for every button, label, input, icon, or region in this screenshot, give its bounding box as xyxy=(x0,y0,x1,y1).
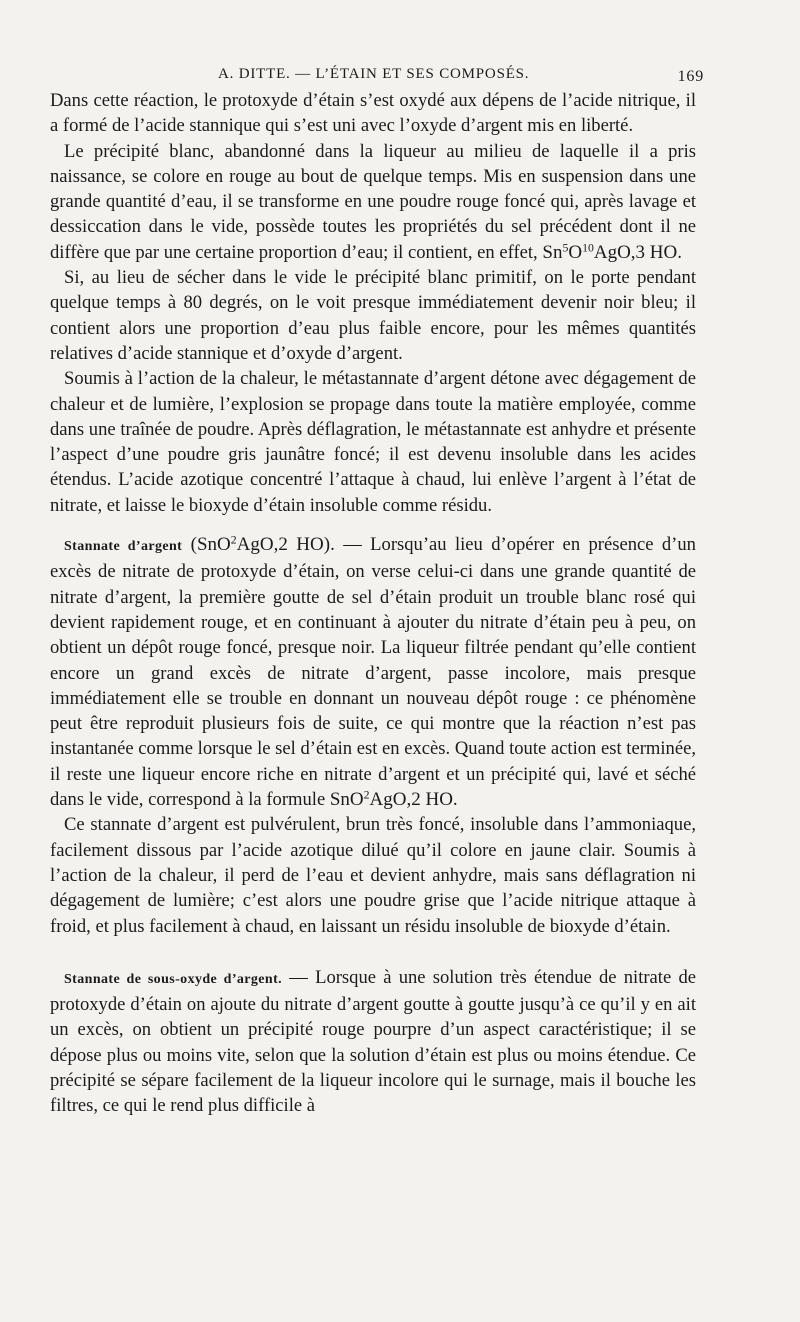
formula-sn5o10: $Sn^5O^{10}AgO,3$ HO. xyxy=(542,241,682,263)
paragraph-80-degres: Si, au lieu de sécher dans le vide le précipité blanc primitif, on le porte pendant quelque temps à 80 degrés, on le voit presque immédiatement devenir noir bleu; il contient alors une proportion d’eau plus faible encore, pour les mêmes quantités relatives d’acide stannique et d’oxyde d’argent. xyxy=(50,267,696,364)
paragraph-stannate-proprietes: Ce stannate d’argent est pulvérulent, brun très foncé, insoluble dans l’ammoniaque, facilement dissous par l’acide azotique dilué qu’il colore en jaune clair. Soumis à l’action de la chaleur, il perd de l’eau et devient anhydre, mais sans déflagration ni dégagement de lumière; c’est alors une poudre grise que l’acide nitrique attaque à froid, et plus facilement à chaud, en laissant un résidu insoluble de bioxyde d’étain. xyxy=(50,814,696,937)
formula-sno2-ago-2ho: SnO$^2$AgO,2 HO. xyxy=(329,788,458,811)
paragraph-text: — Lorsque à une solution très étendue de nitrate de protoxyde d’étain on ajoute du nitrate d’argent goutte à goutte jusqu’à ce qu’il y en ait un excès, on obtient un précipité rouge pourpre d’un aspect caractéristique; il se dépose plus ou moins vite, selon que la solution d’étain est plus ou moins étendue. Ce précipité se sépare facilement de la liqueur incolore qui le surnage, mais il bouche les filtres, ce qui le rend plus difficile à xyxy=(50,966,696,1117)
running-header xyxy=(50,62,704,86)
paragraph-text: Le précipité blanc, abandonné dans la liqueur au milieu de laquelle il a pris naissance, se colore en rouge au bout de quelque temps. Mis en suspension dans une grande quantité d’eau, il se transforme en une poudre rouge foncé qui, après lavage et dessiccation dans le vide, possède toutes les propriétés du sel précédent dont il ne diffère que par une certaine proportion d’eau; il contient, en effet, xyxy=(50,140,696,263)
page-number: 169 xyxy=(677,68,704,85)
paragraph-chaleur: Soumis à l’action de la chaleur, le métastannate d’argent détone avec dégagement de chaleur et de lumière, l’explosion se propage dans toute la matière employée, comme dans une traînée de poudre. Après déflagration, le métastannate est anhydre et présente l’aspect d’une poudre gris jaunâtre foncé; il est devenu insoluble dans les acides étendus. L’acide azotique concentré l’attaque à chaud, lui enlève l’argent à l’état de nitrate, et laisse le bioxyde d’étain insoluble comme résidu. xyxy=(50,368,696,516)
running-title: A. DITTE. — L’ÉTAIN ET SES COMPOSÉS. xyxy=(218,66,530,82)
section-heading: Stannate de sous-oxyde d’argent. xyxy=(64,971,283,987)
paragraph-stannate-intro xyxy=(50,532,696,812)
section-stannate-argent xyxy=(50,532,696,939)
paragraph-sous-oxyde xyxy=(50,965,696,1119)
section-heading: Stannate d’argent xyxy=(64,539,183,555)
paragraph-reaction: Dans cette réaction, le protoxyde d’étain s’est oxydé aux dépens de l’acide nitrique, il a formé de l’acide stannique qui s’est uni avec l’oxyde d’argent mis en liberté. xyxy=(50,90,696,137)
section-stannate-sous-oxyde xyxy=(50,965,696,1119)
formula-sno2-ago: (SnO$^2$AgO,2 HO). xyxy=(190,533,335,556)
body-text xyxy=(50,88,696,1119)
paragraph-precipite-blanc xyxy=(50,139,696,265)
paragraph-text: — Lorsqu’au lieu d’opérer en présence d’un excès de nitrate de protoxyde d’étain, on verse celui-ci dans une grande quantité de nitrate d’argent, la première goutte de sel d’étain produit un trouble blanc rosé qui devient rapidement rouge, et en continuant à ajouter du nitrate d’étain peu à peu, on obtient un dépôt rouge foncé, presque noir. La liqueur filtrée pendant qu’elle contient encore un grand excès de nitrate d’argent, passe incolore, mais presque immédiatement elle se trouble en donnant un nouveau dépôt rouge : ce phénomène peut être reproduit plusieurs fois de suite, ce qui montre que la réaction n’est pas instantanée comme lorsque le sel d’étain est en excès. Quand toute action est terminée, il reste une liqueur encore riche en nitrate d’argent et un précipité qui, lavé et séché dans le vide, correspond à la formule xyxy=(50,534,696,811)
